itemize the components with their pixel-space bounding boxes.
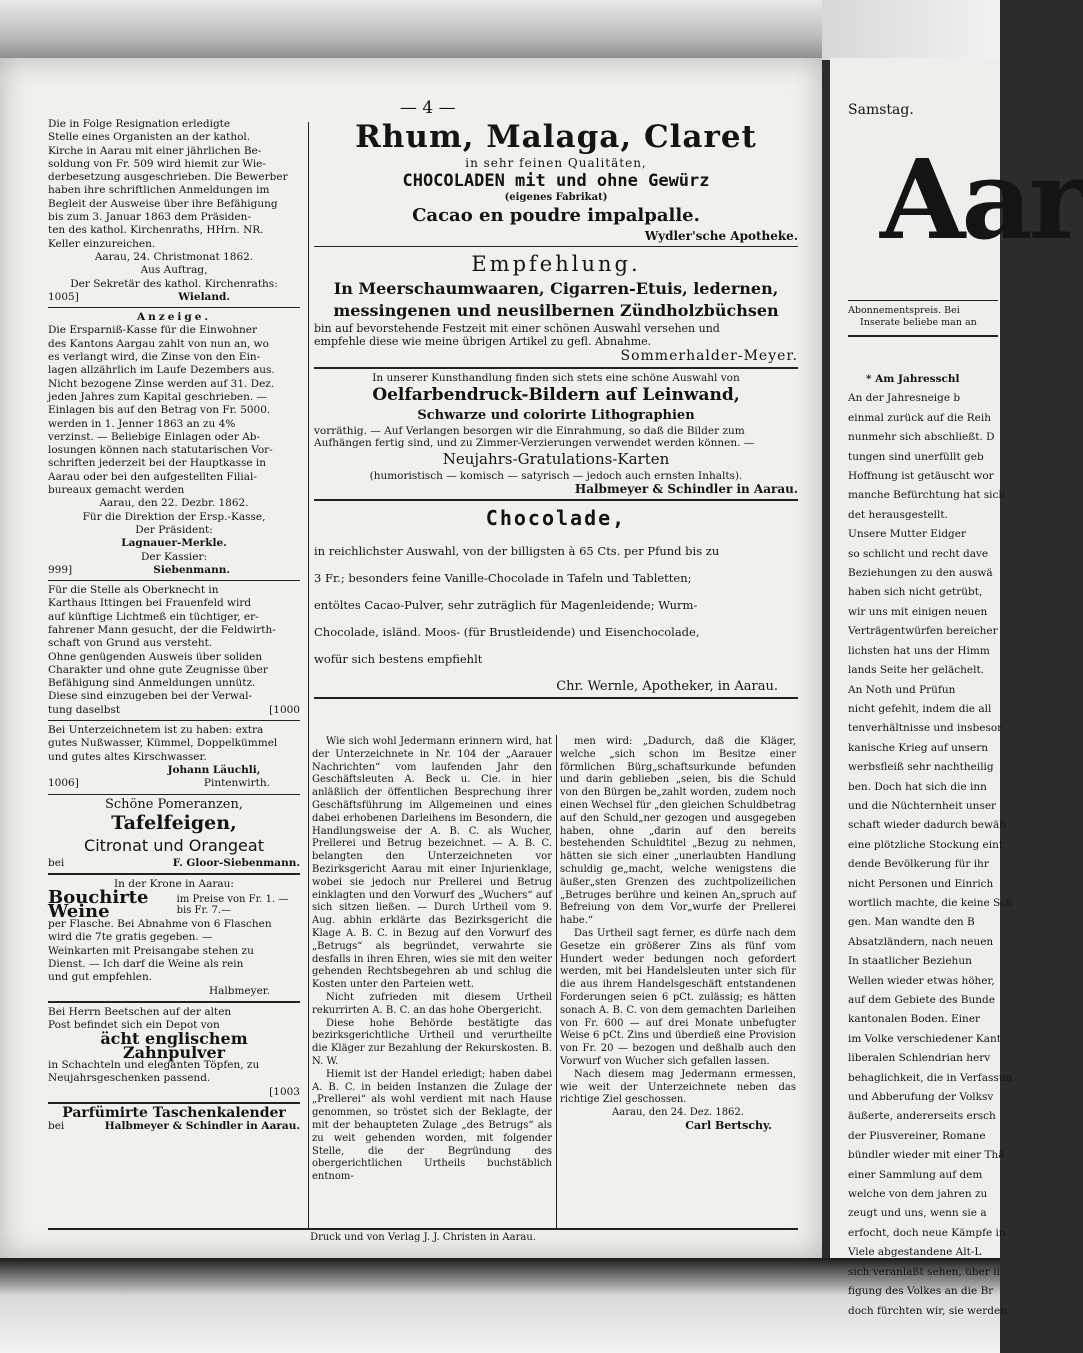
divider bbox=[48, 873, 300, 875]
ad-rhum-title: Rhum, Malaga, Claret bbox=[355, 119, 757, 155]
ad-organist bbox=[48, 118, 300, 251]
subR-line: Das Urtheil sagt ferner, es dürfe nach dem Gesetze ein größerer Zins als fünf vom Hundert weder bedungen noch gefordert werden, mit bei Handelsleuten unter sich für die aus ihrem Handelsgeschäft entstandenen Forderungen seien 6 pCt. zulässig; es hätten sonach A. B. C. von dem gemachten Darleihen von Fr. 600 — auf drei Monate unbefugter Weise 6 pCt. Zins und überdieß eine Provision von Fr. 20 — bezogen und deßhalb auch den Vorwurf von Wucher sich gefallen lassen. bbox=[560, 927, 796, 1067]
p2lines-line: im Volke verschiedener Kant bbox=[848, 1032, 1001, 1045]
ad4-line: Bei Unterzeichnetem ist zu haben: extra bbox=[48, 724, 264, 737]
ad3-l4: vorräthig. — Auf Verlangen besorgen wir die Einrahmung, so daß die Bilder zum bbox=[314, 425, 745, 437]
ad3-l6: Neujahrs-Gratulations-Karten bbox=[442, 450, 670, 468]
ad3-line: Karthaus Ittingen bei Frauenfeld wird bbox=[48, 597, 252, 610]
footer-rule bbox=[48, 1228, 798, 1230]
divider bbox=[48, 1001, 300, 1003]
divider bbox=[314, 499, 798, 501]
ad7b-line: in Schachteln und eleganten Töpfen, zu bbox=[48, 1059, 260, 1071]
p2lines-line: Unsere Mutter Eidger bbox=[848, 528, 967, 541]
p2lines-line: lichsten hat uns der Himm bbox=[848, 644, 990, 657]
subL-line: Wie sich wohl Jedermann erinnern wird, hat der Unterzeichnete in Nr. 104 der „Aarauer Nachrichten“ vom laufenden Jahr den Geschäftsleuten A. Beck u. Cie. in hier anläßlich der öffentlichen Besprechung ihrer Geschäftsführung im Allgemeinen und eines dabei erhobenen Darleihens im Besondern, die Handlungsweise der A. B. C. als Wucher, Prellerei und Betrug bezeichnet. — A. B. C. belangten den Unterzeichneten vor Bezirksgericht Aarau mit einer Injurienklage, wobei sie jedoch nur Prellerei und Betrug einklagten und den Vorwurf des „Wuchers“ auf sich sitzen ließen. — Durch Urtheil vom 9. Aug. abhin erklärte das Bezirksgericht die Klage A. B. C. in Bezug auf den Vorwurf des „Betrugs“ als begründet, verwahrte sie desfalls in ihren Ehren, wies sie mit den weiter gehenden Rechtsbegehren ab und schlug die Kosten unter den Parteien wett. bbox=[312, 736, 552, 991]
ad2-line: schriften jederzeit bei der Hauptkasse in bbox=[48, 457, 267, 470]
p2lines-line: figung des Volkes an die Br bbox=[848, 1285, 994, 1298]
divider bbox=[314, 367, 798, 369]
ad8-bei: bei bbox=[48, 1120, 65, 1133]
next-page-headline: * Am Jahresschl bbox=[866, 373, 960, 385]
a4lines-line: wofür sich bestens empfiehlt bbox=[314, 651, 483, 666]
ad4-title: Chocolade, bbox=[485, 506, 627, 530]
ad2-l4: empfehle diese wie meine übrigen Artikel zu gefl. Abnahme. bbox=[314, 335, 652, 348]
next-page-sub1: Abonnementspreis. Bei bbox=[848, 305, 960, 316]
divider bbox=[48, 794, 300, 795]
ad3-line: Diese sind einzugeben bei der Verwal- bbox=[48, 690, 253, 703]
ad3-line: fahrener Mann gesucht, der die Feldwirth- bbox=[48, 623, 276, 636]
p2lines-line: bündler wieder mit einer Thä bbox=[848, 1149, 1005, 1162]
ad1-line: haben ihre schriftlichen Anmeldungen im bbox=[48, 184, 270, 197]
divider bbox=[314, 697, 798, 699]
ad-liquor bbox=[48, 724, 300, 764]
a4lines-line: Chocolade, isländ. Moos- (für Brustleidende) und Eisenchocolade, bbox=[314, 624, 700, 639]
ad7-big: ächt englischem Zahnpulver bbox=[100, 1029, 248, 1062]
p2lines-line: behaglichkeit, die in Verfassun bbox=[848, 1071, 1013, 1084]
divider bbox=[48, 307, 300, 308]
p2lines-line: An der Jahresneige b bbox=[848, 392, 961, 405]
p2lines-line: In staatlicher Beziehun bbox=[848, 955, 972, 968]
p2lines-line: Verträgentwürfen bereicher bbox=[848, 625, 998, 638]
ad2-line: bureaux gemacht werden bbox=[48, 484, 185, 497]
next-page-subscription bbox=[848, 305, 998, 329]
ad2-line: Nicht bezogene Zinse werden auf 31. Dez. bbox=[48, 377, 275, 390]
ad1-line: ten des kathol. Kirchenraths, HHrn. NR. bbox=[48, 224, 264, 237]
subL-line: Diese hohe Behörde bestätigte das bezirksgerichtliche Urtheil und verurtheilte die Kläger zur Bezahlung der Rekurskosten. B. N. W. bbox=[312, 1017, 552, 1067]
p2lines-line: dende Bevölkerung für ihr bbox=[848, 858, 989, 871]
ad2-heading: Anzeige. bbox=[136, 311, 212, 324]
statement-right-text bbox=[560, 736, 796, 1107]
ad4-sign: Chr. Wernle, Apotheker, in Aarau. bbox=[556, 678, 778, 694]
p2lines-line: haben sich nicht getrübt, bbox=[848, 586, 983, 599]
ad6-name: Halbmeyer. bbox=[208, 984, 270, 997]
next-page-day: Samstag. bbox=[848, 102, 914, 118]
p2lines-line: Absatzländern, nach neuen bbox=[848, 935, 994, 948]
p2lines-line: Beziehungen zu den auswä bbox=[848, 567, 993, 580]
ad2-line: des Kantons Aargau zahlt von nun an, wo bbox=[48, 337, 269, 350]
ad2-line: losungen können nach statutarischen Vor- bbox=[48, 444, 273, 457]
p2lines-line: Hoffnung ist getäuscht wor bbox=[848, 470, 994, 483]
p2lines-line: Wellen wieder etwas höher, bbox=[848, 974, 995, 987]
ad3-l1: In unserer Kunsthandlung finden sich stets eine schöne Auswahl von bbox=[372, 372, 740, 384]
ad4-name: Johann Läuchli, bbox=[167, 763, 261, 776]
divider bbox=[48, 580, 300, 581]
p2lines-line: einer Sammlung auf dem bbox=[848, 1168, 983, 1181]
ad1-line: Stelle eines Organisten an der kathol. bbox=[48, 131, 251, 144]
ad1-order: Aus Auftrag, bbox=[140, 264, 208, 277]
p2lines-line: werbsfleiß sehr nachtheilig bbox=[848, 761, 994, 774]
ad7-num: [1003 bbox=[269, 1085, 300, 1098]
ad2-line: Einlagen bis auf den Betrag von Fr. 5000. bbox=[48, 404, 271, 417]
subR-line: men wird: „Dadurch, daß die Kläger, welche „sich schon im Besitze einer förmlichen Bürg„schaftsurkunde befunden und darin geblieben „seien, bis die Schuld von den Bürgen be„zahlt worden, zudem noch einen Wechsel für „den gleichen Schuldbetrag auf den Schuld„ner gezogen und ausgegeben haben, ohne „darin auf den bereits bestehenden Schuldtitel „Bezug zu nehmen, hätten sie sich einer „unerlaubten Handlung schuldig ge„macht, welche wenigstens die äußer„sten Grenzen des zuchtpolizeilichen „Betruges berühre und keinen An„spruch auf Befreiung von dem Vor„wurfe der Prellerei habe.“ bbox=[560, 736, 796, 927]
imprint: Druck und von Verlag J. J. Christen in Aarau. bbox=[310, 1232, 536, 1243]
ad-savings-bank bbox=[48, 324, 300, 497]
ad7-body bbox=[48, 1059, 300, 1086]
ad-rhum bbox=[314, 118, 798, 243]
p2lines-line: welche von dem jahren zu bbox=[848, 1188, 988, 1201]
statement-right-col bbox=[560, 736, 796, 1133]
p2lines-line: erfocht, doch neue Kämpfe in bbox=[848, 1226, 1006, 1239]
ad1-line: Keller einzureichen. bbox=[48, 237, 156, 250]
ad2-num: 999] bbox=[48, 563, 73, 576]
ad1-line: Begleit der Ausweise über ihre Befähigung bbox=[48, 197, 278, 210]
ad-empfehlung bbox=[314, 250, 798, 364]
ad3-line: Für die Stelle als Oberknecht in bbox=[48, 584, 219, 597]
ad7b-line: Neujahrsgeschenken passend. bbox=[48, 1072, 211, 1085]
p2lines-line: sich veranlaßt sehen, über il bbox=[848, 1265, 1000, 1278]
ad5-line3: Citronat und Orangeat bbox=[84, 835, 264, 855]
ad3-l7: (humoristisch — komisch — satyrisch — jedoch auch ernsten Inhalts). bbox=[369, 470, 743, 482]
next-page-sub2: Inserate beliebe man an bbox=[860, 317, 977, 328]
next-page-rule bbox=[848, 335, 998, 337]
ad3-num: [1000 bbox=[269, 703, 300, 716]
ad2-footer bbox=[48, 564, 300, 577]
ad4-line: gutes Nußwasser, Kümmel, Doppelkümmel bbox=[48, 737, 278, 750]
ad2-line: jeden Jahres zum Kapital geschrieben. — bbox=[48, 390, 268, 403]
ad-rhum-sign: Wydler'sche Apotheke. bbox=[644, 229, 798, 243]
p2lines-line: zeugt und uns, wenn sie a bbox=[848, 1207, 987, 1220]
ad5-name: F. Gloor-Siebenmann. bbox=[172, 856, 300, 869]
ad6-line: per Flasche. Bei Abnahme von 6 Flaschen bbox=[48, 918, 272, 931]
ad6-line: Dienst. — Ich darf die Weine als rein bbox=[48, 957, 244, 970]
ad1-line: Kirche in Aarau mit einer jährlichen Be- bbox=[48, 144, 262, 157]
ad5-footer bbox=[48, 857, 300, 870]
divider bbox=[314, 246, 798, 247]
p2lines-line: so schlicht und recht dave bbox=[848, 547, 989, 560]
ad-rhum-l2: in sehr feinen Qualitäten, bbox=[465, 156, 647, 170]
p2lines-line: kantonalen Boden. Einer bbox=[848, 1013, 981, 1026]
ad2-sign: Sommerhalder-Meyer. bbox=[620, 348, 798, 364]
ad1-line: bis zum 3. Januar 1863 dem Präsiden- bbox=[48, 211, 251, 224]
a4lines-line: 3 Fr.; besonders feine Vanille-Chocolade in Tafeln und Tabletten; bbox=[314, 570, 692, 585]
ad6-big: Bouchirte Weine bbox=[48, 887, 149, 922]
ad5-line2: Tafelfeigen, bbox=[111, 811, 237, 834]
ad8-footer bbox=[48, 1120, 300, 1133]
ad3-l5: Aufhängen fertig sind, und zu Zimmer-Verzierungen verwendet werden können. — bbox=[314, 437, 755, 449]
ad6-title-row bbox=[48, 887, 300, 922]
ad2-line: es verlangt wird, die Zinse von den Ein- bbox=[48, 351, 261, 364]
statement-sign: Carl Bertschy. bbox=[685, 1118, 772, 1132]
ad5-line1: Schöne Pomeranzen, bbox=[104, 796, 244, 812]
scan-border-right bbox=[822, 0, 1000, 60]
ad1-line: soldung von Fr. 509 wird hiemit zur Wie- bbox=[48, 157, 266, 170]
column-rule-2 bbox=[556, 735, 557, 1230]
next-page-masthead: Aar bbox=[880, 135, 1083, 264]
ad8-big: Parfümirte Taschenkalender bbox=[62, 1104, 286, 1121]
ad2-line: lagen allzährlich im Laufe Dezembers aus. bbox=[48, 364, 275, 377]
right-column bbox=[314, 118, 798, 702]
p2lines-line: und Abberufung der Volksv bbox=[848, 1091, 994, 1104]
ad2-date: Aarau, den 22. Dezbr. 1862. bbox=[99, 497, 249, 510]
ad2-l2: messingenen und neusilbernen Zündholzbüchsen bbox=[333, 301, 779, 320]
p2lines-line: schaft wieder dadurch bewäh bbox=[848, 819, 1006, 832]
p2lines-line: nicht gefehlt, indem die all bbox=[848, 702, 992, 715]
ad2-l1: In Meerschaumwaaren, Cigarren-Etuis, ledernen, bbox=[333, 279, 779, 298]
ad8-name: Halbmeyer & Schindler in Aarau. bbox=[104, 1120, 300, 1133]
statement-date: Aarau, den 24. Dez. 1862. bbox=[612, 1107, 744, 1119]
ad2-cashier: Der Kassier: bbox=[141, 550, 207, 563]
p2lines-line: wortlich machte, die keine Sch bbox=[848, 896, 1013, 909]
ad1-line: Die in Folge Resignation erledigte bbox=[48, 118, 231, 130]
ad4-footer bbox=[48, 777, 300, 790]
p2lines-line: ben. Doch hat sich die inn bbox=[848, 780, 987, 793]
ad1-num: 1005] bbox=[48, 290, 79, 303]
page-number: — 4 — bbox=[400, 98, 456, 118]
p2lines-line: kanische Krieg auf unsern bbox=[848, 741, 988, 754]
ad-rhum-l4: (eigenes Fabrikat) bbox=[504, 192, 608, 203]
ad3-l3: Schwarze und colorirte Lithographien bbox=[417, 408, 695, 423]
p2lines-line: liberalen Schlendrian herv bbox=[848, 1052, 991, 1065]
ad3-last: tung daselbst bbox=[48, 703, 121, 716]
ad3-line: Ohne genügenden Ausweis über soliden bbox=[48, 650, 263, 663]
p2lines-line: nunmehr sich abschließt. D bbox=[848, 431, 995, 444]
ad3-line: Befähigung sind Anmeldungen unnütz. bbox=[48, 677, 256, 690]
ad2-title: Empfehlung. bbox=[471, 252, 641, 276]
ad2-cashier-name: Siebenmann. bbox=[153, 563, 230, 576]
ad2-line: verzinst. — Beliebige Einlagen oder Ab- bbox=[48, 430, 261, 443]
ad4-role: Pintenwirth. bbox=[203, 777, 270, 790]
ad-oberknecht bbox=[48, 584, 300, 704]
ad-rhum-l3: CHOCOLADEN mit und ohne Gewürz bbox=[402, 171, 710, 191]
ad3-line: Charakter und ohne gute Zeugnisse über bbox=[48, 663, 268, 676]
p2lines-line: auf dem Gebiete des Bunde bbox=[848, 994, 995, 1006]
ad5-bei: bei bbox=[48, 856, 65, 869]
left-column bbox=[48, 118, 300, 1133]
column-rule bbox=[308, 122, 309, 1230]
p2lines-line: det herausgestellt. bbox=[848, 508, 948, 521]
p2lines-line: tungen sind unerfüllt geb bbox=[848, 450, 984, 463]
p2lines-line: nicht Personen und Einrich bbox=[848, 877, 994, 890]
ad1-footer bbox=[48, 291, 300, 304]
p2lines-line: An Noth und Prüfun bbox=[848, 683, 956, 696]
divider bbox=[48, 720, 300, 721]
p2lines-line: manche Befürchtung hat sich bbox=[848, 489, 1006, 502]
ad3-sign: Halbmeyer & Schindler in Aarau. bbox=[574, 482, 798, 496]
p2lines-line: tenverhältnisse und insbesor bbox=[848, 722, 1003, 735]
p2lines-line: gen. Man wandte den B bbox=[848, 916, 975, 929]
ad3-line: auf künftige Lichtmeß ein tüchtiger, er- bbox=[48, 610, 259, 623]
ad2-direction: Für die Direktion der Ersp.-Kasse, bbox=[82, 510, 266, 523]
divider bbox=[48, 1102, 300, 1104]
a4lines-line: entöltes Cacao-Pulver, sehr zuträglich für Magenleidende; Wurm- bbox=[314, 597, 698, 612]
ad6-price: im Preise von Fr. 1. — bis Fr. 7.— bbox=[176, 893, 289, 916]
ad-wines bbox=[48, 918, 300, 984]
ad3-footer bbox=[48, 704, 300, 717]
p2lines-line: doch fürchten wir, sie werden bbox=[848, 1304, 1007, 1317]
ad3-l2: Oelfarbendruck-Bildern auf Leinwand, bbox=[372, 385, 740, 405]
subR-line: Nach diesem mag Jedermann ermessen, wie weit der Unterzeichnete neben das richtige Ziel geschossen. bbox=[560, 1068, 796, 1106]
ad-chocolade bbox=[314, 504, 798, 694]
p2lines-line: eine plötzliche Stockung eint bbox=[848, 838, 1004, 851]
p2lines-line: äußerte, andererseits ersch bbox=[848, 1110, 996, 1123]
ad4-line: und gutes altes Kirschwasser. bbox=[48, 750, 207, 763]
p2lines-line: lands Seite her gelächelt. bbox=[848, 664, 985, 677]
statement-left-col bbox=[312, 736, 552, 1184]
p2lines-line: und die Nüchternheit unser bbox=[848, 799, 997, 812]
subL-line: Nicht zufrieden mit diesem Urtheil rekurrirten A. B. C. an das hohe Obergericht. bbox=[312, 991, 552, 1016]
p2lines-line: einmal zurück auf die Reih bbox=[848, 411, 992, 424]
ad4-num: 1006] bbox=[48, 777, 79, 790]
a4lines-line: in reichlichster Auswahl, von der billigsten à 65 Cts. per Pfund bis zu bbox=[314, 543, 720, 558]
ad1-sign: Der Sekretär des kathol. Kirchenraths: bbox=[70, 277, 278, 290]
ad2-president: Der Präsident: bbox=[135, 523, 213, 536]
ad1-name: Wieland. bbox=[178, 290, 230, 303]
ad-rhum-l5: Cacao en poudre impalpalle. bbox=[412, 205, 700, 226]
ad-kunsthandlung bbox=[314, 372, 798, 496]
ad2-line: Aarau oder bei den aufgestellten Filial- bbox=[48, 470, 257, 483]
ad3-line: schaft von Grund aus versteht. bbox=[48, 637, 213, 650]
ad6-line: und gut empfehlen. bbox=[48, 971, 153, 984]
ad7-line: Bei Herrn Beetschen auf der alten bbox=[48, 1005, 232, 1018]
ad2-l3: bin auf bevorstehende Festzeit mit einer schönen Auswahl versehen und bbox=[314, 322, 720, 335]
ad-toothpowder bbox=[48, 1006, 300, 1033]
next-page-article bbox=[848, 370, 1013, 1321]
ad4-body bbox=[314, 544, 798, 668]
p2lines-line: wir uns mit einigen neuen bbox=[848, 605, 988, 618]
ad6-heading: In der Krone in Aarau: bbox=[114, 878, 234, 891]
ad1-line: derbesetzung ausgeschrieben. Die Bewerber bbox=[48, 171, 288, 184]
p2lines-line: Viele abgestandene Alt-L bbox=[848, 1246, 982, 1259]
ad6-line: Weinkarten mit Preisangabe stehen zu bbox=[48, 944, 254, 957]
ad1-date: Aarau, 24. Christmonat 1862. bbox=[94, 250, 254, 263]
ad2-line: werden in 1. Jenner 1863 an zu 4% bbox=[48, 417, 236, 430]
ad6-line: wird die 7te gratis gegeben. — bbox=[48, 931, 213, 944]
ad7-line: Post befindet sich ein Depot von bbox=[48, 1019, 220, 1032]
next-page-lines bbox=[848, 389, 1013, 1321]
p2lines-line: der Piusvereiner, Romane bbox=[848, 1129, 986, 1142]
next-page-rule bbox=[848, 300, 998, 301]
ad2-line: Die Ersparniß-Kasse für die Einwohner bbox=[48, 324, 258, 337]
subL-line: Hiemit ist der Handel erledigt; haben dabei A. B. C. in beiden Instanzen die Zulage der „Prellerei“ als wohl verdient mit nach Hause genommen, so tröstet sich der Beklagte, der mit der behaupteten Zulage „des Betrugs“ als zu weit gehenden worden, mit folgender Stelle, die der Begründung des obergerichtlichen Urtheils buchstäblich entnom- bbox=[312, 1068, 552, 1183]
ad2-president-name: Lagnauer-Merkle. bbox=[121, 537, 227, 550]
